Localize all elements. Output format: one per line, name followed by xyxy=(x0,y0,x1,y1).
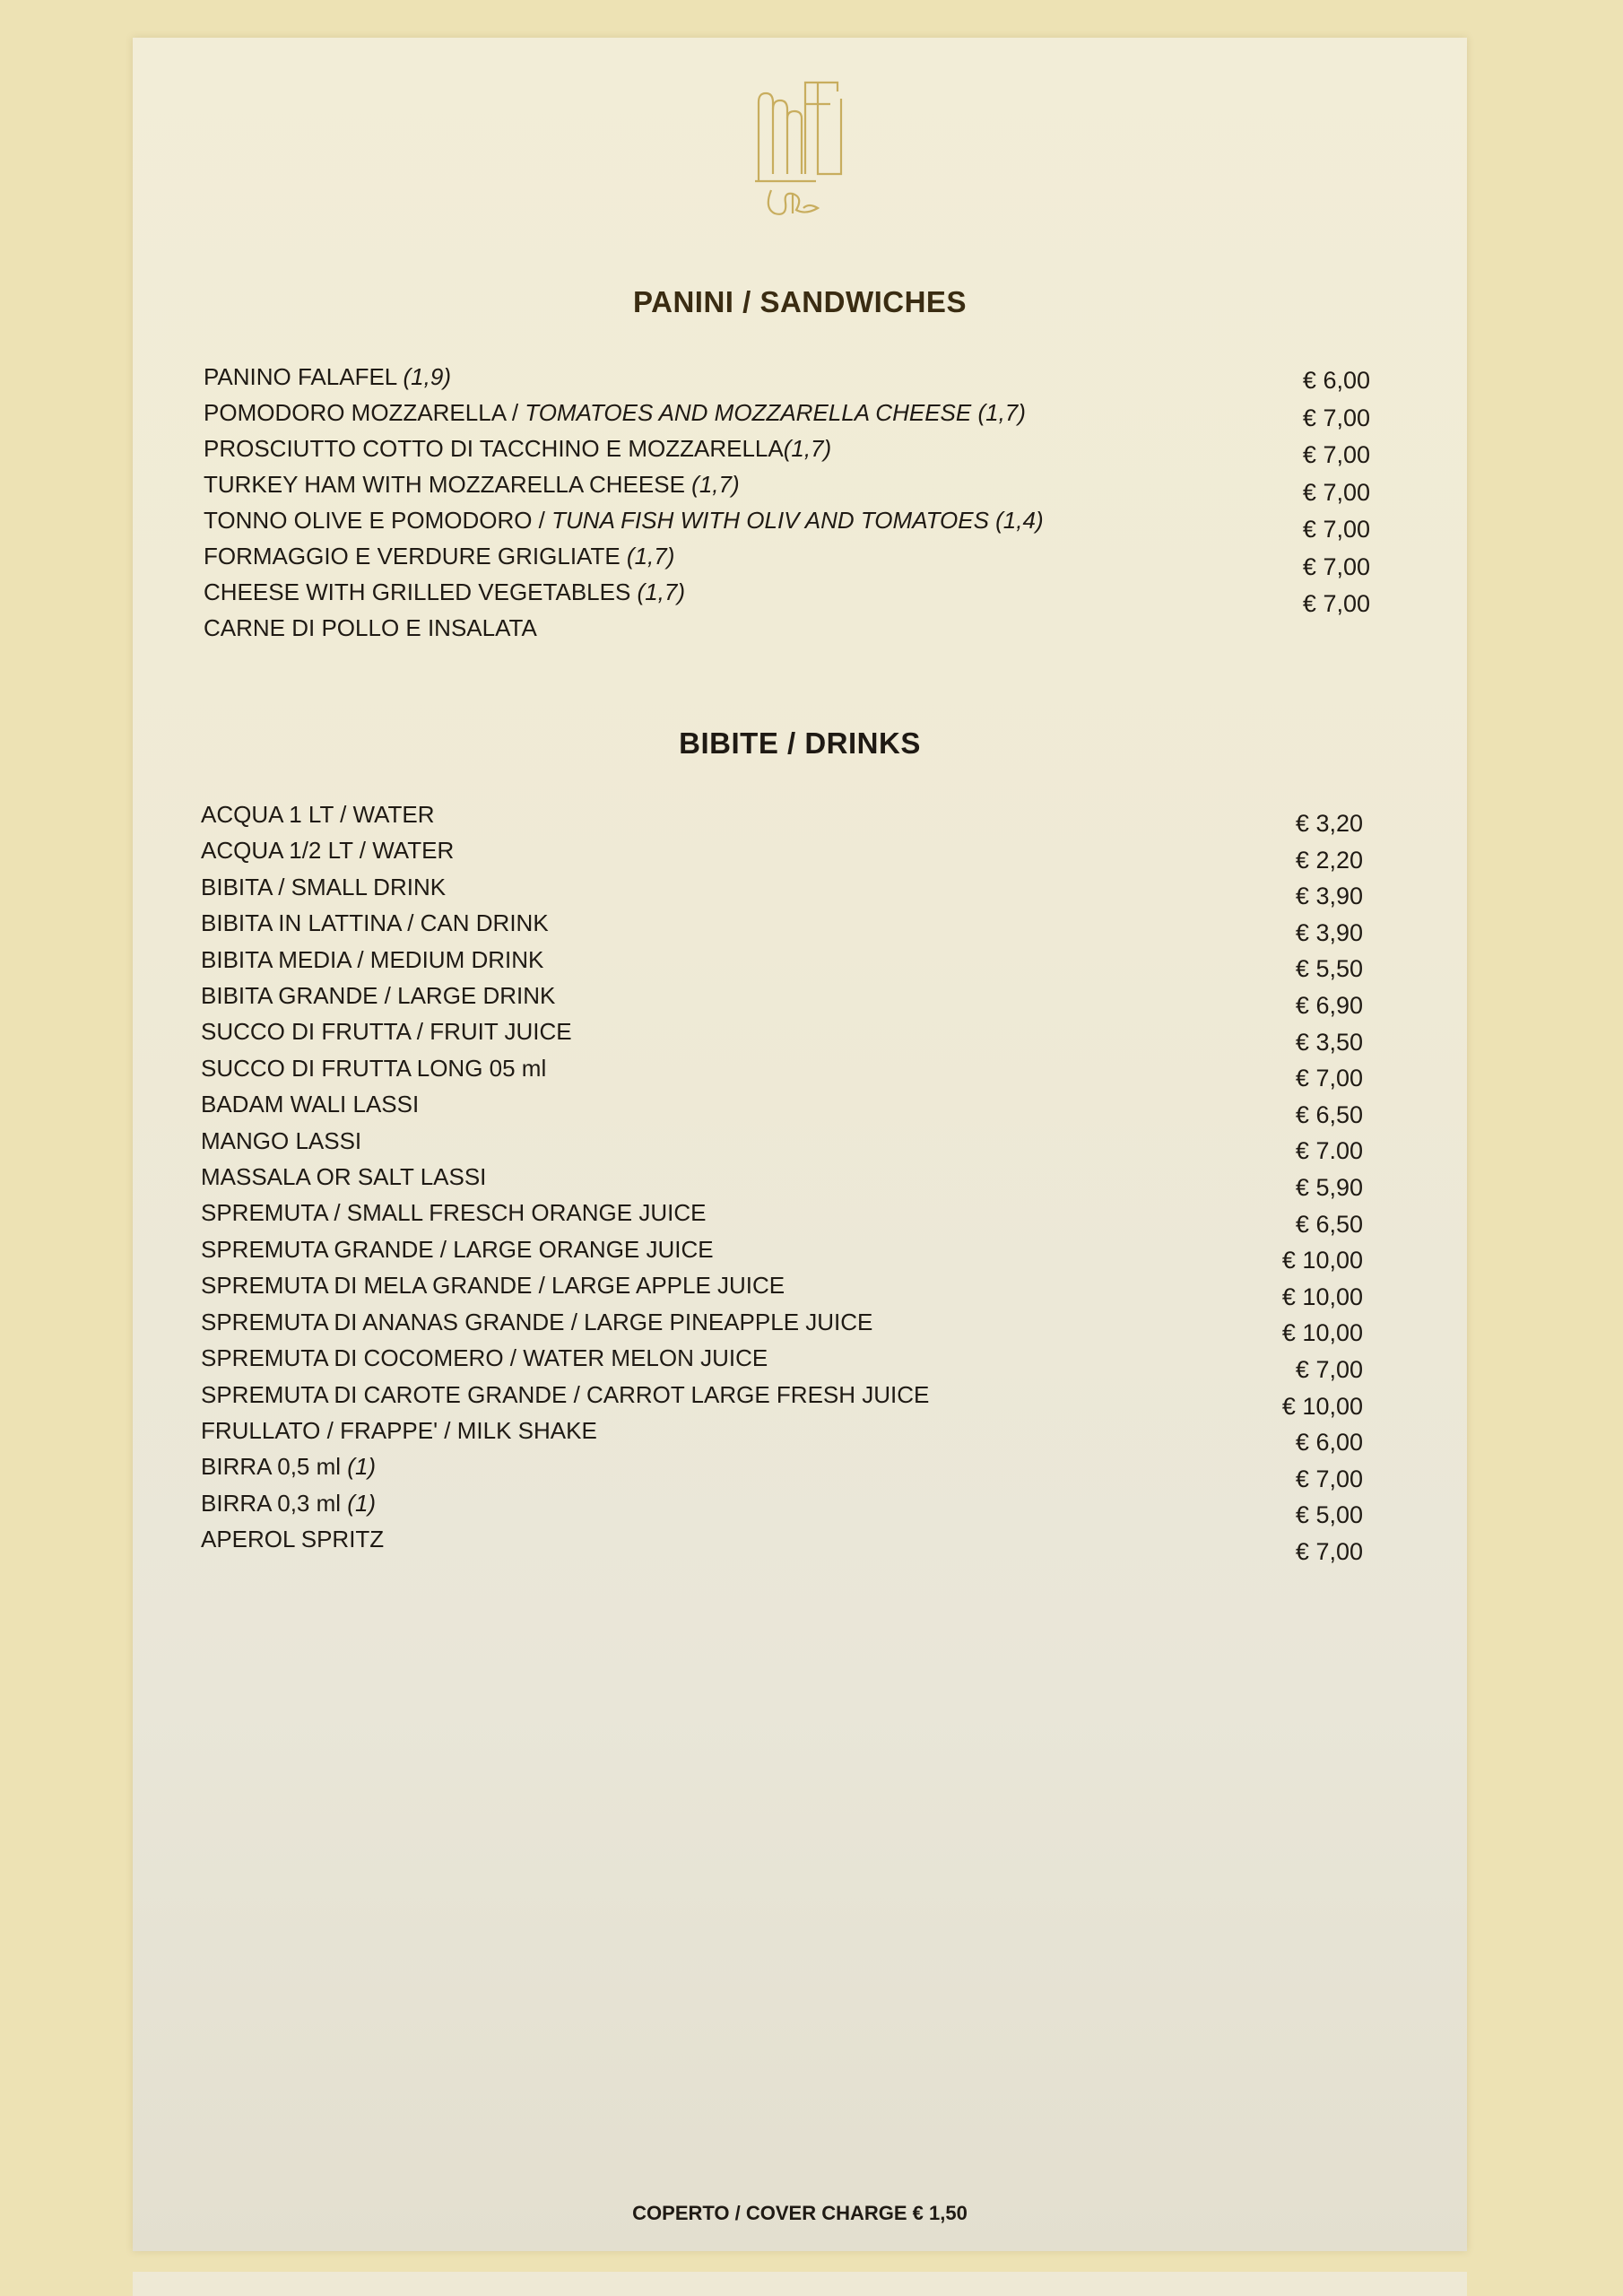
menu-item xyxy=(204,359,1044,395)
menu-item-allergens: (1) xyxy=(347,1453,377,1481)
menu-item xyxy=(201,1123,929,1159)
menu-item-label: SPREMUTA DI ANANAS GRANDE / LARGE PINEAPPLE JUICE xyxy=(201,1308,873,1335)
section-title-panini: PANINI / SANDWICHES xyxy=(633,285,967,318)
menu-item xyxy=(204,502,1044,538)
menu-item xyxy=(204,610,1044,646)
menu-item-label: MANGO LASSI xyxy=(201,1126,362,1154)
menu-item-price: € 6,90 xyxy=(1295,991,1363,1019)
page-bottom-edge xyxy=(133,2272,1467,2296)
menu-item-allergens: (1) xyxy=(347,1489,377,1517)
menu-item-label: BIBITA MEDIA / MEDIUM DRINK xyxy=(201,945,544,973)
menu-item-label: CHEESE WITH GRILLED VEGETABLES xyxy=(204,578,638,605)
menu-item-label: PANINO FALAFEL xyxy=(204,363,404,390)
menu-item xyxy=(204,395,1044,430)
menu-item xyxy=(204,538,1044,574)
menu-item-label: PROSCIUTTO COTTO DI TACCHINO E MOZZARELLA xyxy=(204,435,784,462)
menu-item xyxy=(201,1304,929,1340)
menu-item-label: MASSALA OR SALT LASSI xyxy=(201,1163,487,1191)
menu-item-allergens: (1,9) xyxy=(403,363,451,390)
menu-item-price: € 7,00 xyxy=(1302,552,1370,580)
menu-item xyxy=(201,942,929,978)
menu-item-label: FORMAGGIO E VERDURE GRIGLIATE xyxy=(204,543,627,570)
menu-item-price: € 3,50 xyxy=(1295,1028,1363,1056)
menu-item xyxy=(201,1159,929,1195)
menu-item xyxy=(201,1231,929,1267)
menu-item-label: BIBITA / SMALL DRINK xyxy=(201,873,447,900)
menu-item-label: BIRRA 0,3 ml xyxy=(201,1489,348,1517)
panini-items-list xyxy=(204,359,1044,646)
bibite-prices-list xyxy=(1282,805,1363,1570)
menu-item-price: € 7,00 xyxy=(1302,404,1370,431)
menu-item-price: € 3,90 xyxy=(1295,918,1363,946)
menu-item-price: € 7,00 xyxy=(1302,441,1370,468)
menu-item-price: € 6,50 xyxy=(1295,1100,1363,1128)
menu-item-price: € 7,00 xyxy=(1302,516,1370,543)
menu-item-price: € 5,90 xyxy=(1295,1173,1363,1201)
menu-item-label: POMODORO MOZZARELLA / xyxy=(204,399,525,426)
menu-item-price: € 10,00 xyxy=(1281,1283,1363,1310)
menu-item-label: SUCCO DI FRUTTA / FRUIT JUICE xyxy=(201,1018,572,1046)
menu-item-label: ACQUA 1/2 LT / WATER xyxy=(201,837,455,865)
menu-item-price: € 10,00 xyxy=(1281,1247,1363,1274)
menu-item xyxy=(201,1013,929,1049)
menu-item-label: TURKEY HAM WITH MOZZARELLA CHEESE xyxy=(204,471,692,498)
cover-charge-note: COPERTO / COVER CHARGE € 1,50 xyxy=(632,2202,968,2224)
menu-item-label: SPREMUTA DI MELA GRANDE / LARGE APPLE JUICE xyxy=(201,1272,785,1300)
menu-item-label: FRULLATO / FRAPPE' / MILK SHAKE xyxy=(201,1416,597,1444)
menu-item xyxy=(201,1521,929,1557)
bibite-items-list xyxy=(201,796,929,1558)
menu-item xyxy=(201,1050,929,1086)
menu-item xyxy=(201,832,929,868)
menu-item-allergens: (1,7) xyxy=(637,578,685,605)
menu-item xyxy=(204,430,1044,466)
menu-item-label: BIRRA 0,5 ml xyxy=(201,1453,348,1481)
menu-item-label: SUCCO DI FRUTTA LONG 05 ml xyxy=(201,1054,547,1082)
menu-item xyxy=(201,1377,929,1413)
menu-item-allergens: TOMATOES AND MOZZARELLA CHEESE (1,7) xyxy=(525,399,1026,426)
menu-item-allergens: TUNA FISH WITH OLIV AND TOMATOES (1,4) xyxy=(551,507,1044,534)
menu-item-price: € 7.00 xyxy=(1295,1137,1363,1165)
menu-item-price: € 6,00 xyxy=(1295,1429,1363,1457)
menu-item-label: ACQUA 1 LT / WATER xyxy=(201,801,435,828)
menu-item-price: € 3,20 xyxy=(1295,810,1363,837)
menu-item-label: BIBITA IN LATTINA / CAN DRINK xyxy=(201,909,549,937)
menu-item-price: € 2,20 xyxy=(1295,846,1363,874)
menu-item-label: BIBITA GRANDE / LARGE DRINK xyxy=(201,982,556,1010)
menu-item-price: € 5,50 xyxy=(1295,955,1363,983)
panini-prices-list xyxy=(1303,362,1370,623)
menu-item-price: € 6,00 xyxy=(1302,367,1370,394)
menu-item xyxy=(201,869,929,905)
menu-item-price: € 6,50 xyxy=(1295,1210,1363,1238)
menu-item-label: CARNE DI POLLO E INSALATA xyxy=(204,614,537,641)
menu-item xyxy=(201,978,929,1013)
menu-item-allergens: (1,7) xyxy=(783,435,832,462)
menu-item xyxy=(204,466,1044,502)
menu-item-price: € 7,00 xyxy=(1295,1465,1363,1492)
menu-item-label: SPREMUTA / SMALL FRESCH ORANGE JUICE xyxy=(201,1199,707,1227)
menu-item xyxy=(201,1340,929,1376)
menu-item xyxy=(201,1413,929,1448)
menu-item xyxy=(201,1448,929,1484)
menu-item xyxy=(201,1086,929,1122)
menu-item-price: € 3,90 xyxy=(1295,883,1363,910)
menu-item-price: € 10,00 xyxy=(1281,1319,1363,1347)
menu-item xyxy=(201,796,929,832)
menu-item-label: SPREMUTA GRANDE / LARGE ORANGE JUICE xyxy=(201,1235,714,1263)
menu-item-price: € 7,00 xyxy=(1302,590,1370,617)
restaurant-logo xyxy=(751,74,850,226)
menu-item-label: SPREMUTA DI COCOMERO / WATER MELON JUICE xyxy=(201,1344,768,1372)
menu-item-price: € 7,00 xyxy=(1295,1355,1363,1383)
menu-item-allergens: (1,7) xyxy=(626,543,675,570)
menu-item xyxy=(204,574,1044,610)
menu-item-price: € 7,00 xyxy=(1295,1537,1363,1565)
menu-item xyxy=(201,1195,929,1231)
menu-item-label: SPREMUTA DI CAROTE GRANDE / CARROT LARGE FRESH JUICE xyxy=(201,1380,930,1408)
menu-item xyxy=(201,1267,929,1303)
menu-item xyxy=(201,1485,929,1521)
menu-item-price: € 7,00 xyxy=(1302,478,1370,506)
menu-item-price: € 7,00 xyxy=(1295,1065,1363,1092)
menu-item-price: € 10,00 xyxy=(1281,1392,1363,1420)
section-title-bibite: BIBITE / DRINKS xyxy=(679,726,921,760)
menu-item-label: TONNO OLIVE E POMODORO / xyxy=(204,507,552,534)
menu-item-label: APEROL SPRITZ xyxy=(201,1526,385,1553)
menu-item-label: BADAM WALI LASSI xyxy=(201,1091,420,1118)
menu-item-price: € 5,00 xyxy=(1295,1501,1363,1529)
menu-item xyxy=(201,905,929,941)
menu-item-allergens: (1,7) xyxy=(691,471,740,498)
